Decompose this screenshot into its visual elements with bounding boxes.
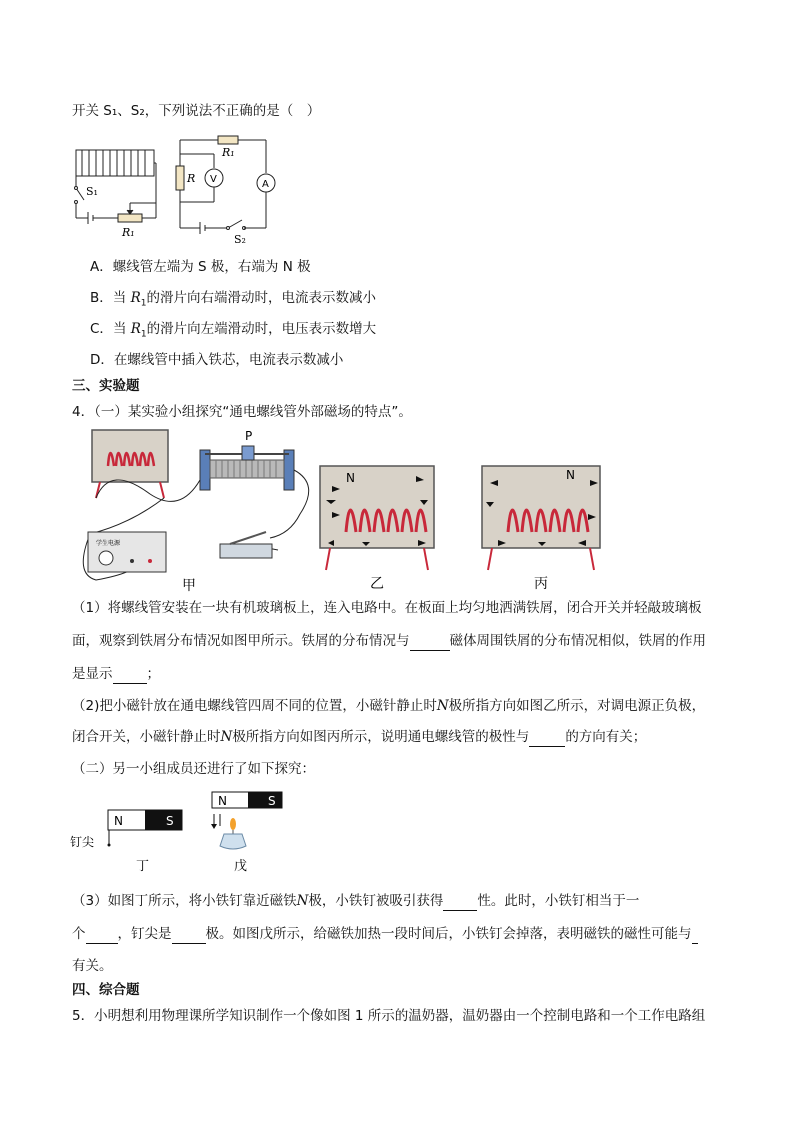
rheostat <box>200 446 294 490</box>
q4-figure-magnet <box>68 788 298 880</box>
voltmeter-label: V <box>210 174 217 185</box>
ammeter-label: A <box>262 179 269 190</box>
q4-part2: （二）另一小组成员还进行了如下探究： <box>72 761 315 777</box>
option-a: A．螺线管左端为 S 极，右端为 N 极 <box>90 259 311 275</box>
q4-p2-line1: （2)把小磁针放在通电螺线管四周不同的位置，小磁针静止时N极所指方向如图乙所示，对调电源正负极， <box>72 698 706 714</box>
option-d: D．在螺线管中插入铁芯，电流表示数减小 <box>90 352 344 368</box>
label-p: P <box>245 429 253 443</box>
section-4-title: 四、综合题 <box>72 982 140 998</box>
magnet1-s: S <box>166 814 174 828</box>
label-nail-tip: 钉尖 <box>70 835 95 849</box>
q3-circuit-figure <box>68 128 288 246</box>
q5-line1: 5．小明想利用物理课所学知识制作一个像如图 1 所示的温奶器，温奶器由一个控制电路和一个工作电路组 <box>72 1008 706 1024</box>
blank-7 <box>692 929 698 944</box>
magnet2-s: S <box>268 794 276 808</box>
label-jia: 甲 <box>182 578 196 594</box>
label-r1-right: R₁ <box>222 146 235 159</box>
q4-p1-line2: 面，观察到铁屑分布情况如图甲所示。铁屑的分布情况与 磁体周围铁屑的分布情况相似，铁屑的作用 <box>72 633 706 649</box>
q3-stem: 开关 S₁、S₂，下列说法不正确的是（ ） <box>72 103 321 119</box>
label-r1-left: R₁ <box>122 226 135 239</box>
q4-p3-line2: 个 ，钉尖是 极。如图戊所示，给磁铁加热一段时间后，小铁钉会掉落，表明磁铁的磁性可能与 <box>72 924 698 944</box>
option-b: B．当 $R_1$的滑片向右端滑动时，电流表示数减小 <box>90 290 376 309</box>
section-3-title: 三、实验题 <box>72 378 140 394</box>
q4-p1-line1: （1）将螺线管安装在一块有机玻璃板上，连入电路中。在板面上均匀地洒满铁屑，闭合开关并轻敲玻璃板 <box>72 600 702 616</box>
label-n-bing: N <box>566 468 575 482</box>
magnet2-n: N <box>218 794 227 808</box>
blank-5 <box>86 929 118 944</box>
label-s2: S₂ <box>234 233 246 246</box>
option-c: C．当 $R_1$的滑片向左端滑动时，电压表示数增大 <box>90 321 377 340</box>
blank-2 <box>113 669 147 684</box>
q4-figure-solenoid <box>70 424 630 596</box>
magnet1-n: N <box>114 814 123 828</box>
label-ding: 丁 <box>136 859 150 874</box>
label-yi: 乙 <box>370 576 384 592</box>
power-supply-label: 学生电源 <box>96 540 121 547</box>
blank-3 <box>529 732 565 747</box>
blank-4 <box>443 896 477 911</box>
label-bing: 丙 <box>534 576 548 592</box>
q4-p3-line3: 有关。 <box>72 958 113 974</box>
q4-p2-line2: 闭合开关，小磁针静止时N极所指方向如图丙所示，说明通电螺线管的极性与 的方向有关； <box>72 729 647 745</box>
label-n-yi: N <box>346 471 355 485</box>
blank-6 <box>172 929 206 944</box>
q4-intro: 4．（一）某实验小组探究“通电螺线管外部磁场的特点”。 <box>72 404 412 420</box>
label-r: R <box>187 172 196 185</box>
q4-p3-line1: （3）如图丁所示，将小铁钉靠近磁铁N极，小铁钉被吸引获得 性。此时，小铁钉相当于一 <box>72 893 640 909</box>
label-s1: S₁ <box>86 185 98 198</box>
q4-p1-line3: 是显示 ； <box>72 666 160 682</box>
blank-1 <box>410 636 450 651</box>
label-wu: 戊 <box>234 859 248 874</box>
